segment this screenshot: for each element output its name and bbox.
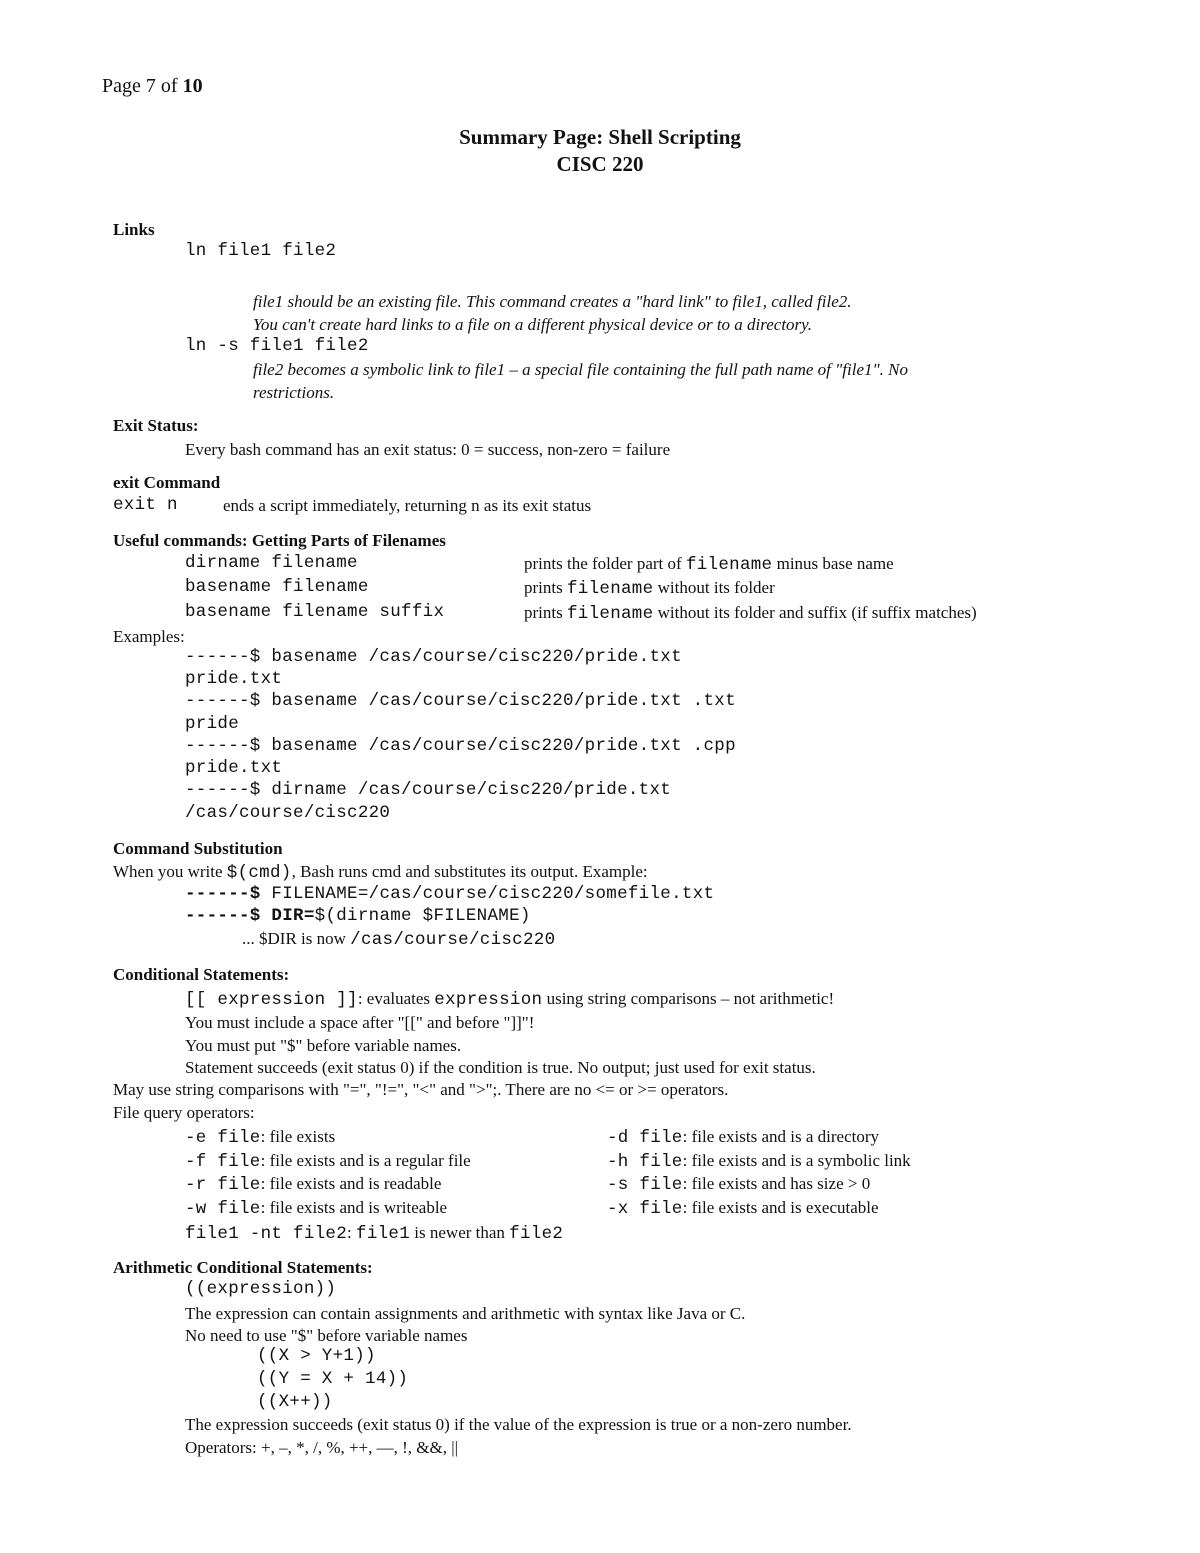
section-heading-exit-command: exit Command (113, 473, 221, 492)
example-line: pride (185, 714, 240, 734)
example-line: pride.txt (185, 669, 283, 689)
conditional-note-comparisons: May use string comparisons with "=", "!=", "<" and ">";. There are no <= or >= operators. (113, 1080, 729, 1099)
conditional-syntax: [[ expression ]]: evaluates expression using string comparisons – not arithmetic! (185, 989, 835, 1010)
exit-status-text: Every bash command has an exit status: 0 = success, non-zero = failure (185, 440, 671, 459)
example-line: ------$ basename /cas/course/cisc220/pride.txt .cpp (185, 736, 736, 756)
arithmetic-example: ((X++)) (257, 1392, 333, 1412)
substitution-intro: When you write $(cmd), Bash runs cmd and substitutes its output. Example: (113, 862, 648, 883)
exit-command-text: ends a script immediately, returning n as its exit status (223, 496, 592, 515)
file-op-x: -x file: file exists and is executable (607, 1198, 879, 1219)
page-title: Summary Page: Shell Scripting (459, 125, 741, 149)
substitution-line-2: ------$ DIR=$(dirname $FILENAME) (185, 906, 531, 926)
file-op-f: -f file: file exists and is a regular file (185, 1151, 471, 1172)
course-code: CISC 220 (556, 152, 644, 176)
file-op-h: -h file: file exists and is a symbolic link (607, 1151, 911, 1172)
desc-basename-suffix: prints filename without its folder and suffix (if suffix matches) (524, 603, 977, 624)
file-op-w: -w file: file exists and is writeable (185, 1198, 448, 1219)
example-line: ------$ dirname /cas/course/cisc220/pride.txt (185, 780, 672, 800)
example-line: pride.txt (185, 758, 283, 778)
arithmetic-note-status: The expression succeeds (exit status 0) if the value of the expression is true or a non-zero number. (185, 1415, 852, 1434)
file-op-nt: file1 -nt file2: file1 is newer than file2 (185, 1223, 564, 1244)
substitution-result: ... $DIR is now /cas/course/cisc220 (242, 929, 556, 950)
code-basename-suffix: basename filename suffix (185, 602, 445, 622)
file-op-s: -s file: file exists and has size > 0 (607, 1174, 871, 1195)
section-heading-arithmetic: Arithmetic Conditional Statements: (113, 1258, 373, 1277)
code-ln-hard: ln file1 file2 (185, 241, 337, 261)
desc-hard-link-1: file1 should be an existing file. This command creates a "hard link" to file1, called file2. (253, 292, 852, 311)
conditional-note-space: You must include a space after "[[" and before "]]"! (185, 1013, 535, 1032)
desc-symlink-2: restrictions. (253, 383, 335, 402)
section-heading-filenames: Useful commands: Getting Parts of Filenames (113, 531, 446, 550)
code-dirname: dirname filename (185, 553, 358, 573)
code-exit: exit n (113, 495, 178, 515)
file-op-r: -r file: file exists and is readable (185, 1174, 442, 1195)
arithmetic-operators: Operators: +, –, *, /, %, ++, ––, !, &&, || (185, 1438, 459, 1457)
code-ln-symbolic: ln -s file1 file2 (185, 336, 369, 356)
arithmetic-example: ((Y = X + 14)) (257, 1369, 409, 1389)
desc-basename: prints filename without its folder (524, 578, 775, 599)
arithmetic-example: ((X > Y+1)) (257, 1346, 376, 1366)
code-basename: basename filename (185, 577, 369, 597)
example-line: ------$ basename /cas/course/cisc220/pride.txt (185, 647, 682, 667)
section-heading-command-substitution: Command Substitution (113, 839, 283, 858)
example-line: ------$ basename /cas/course/cisc220/pride.txt .txt (185, 691, 736, 711)
arithmetic-note-dollar: No need to use "$" before variable names (185, 1326, 468, 1345)
desc-hard-link-2: You can't create hard links to a file on a different physical device or to a directory. (253, 315, 813, 334)
file-op-e: -e file: file exists (185, 1127, 336, 1148)
section-heading-conditional: Conditional Statements: (113, 965, 290, 984)
substitution-line-1: ------$ FILENAME=/cas/course/cisc220/somefile.txt (185, 884, 715, 904)
conditional-note-dollar: You must put "$" before variable names. (185, 1036, 462, 1055)
example-line: /cas/course/cisc220 (185, 803, 391, 823)
file-query-label: File query operators: (113, 1103, 255, 1122)
section-heading-links: Links (113, 220, 155, 239)
conditional-note-status: Statement succeeds (exit status 0) if the condition is true. No output; just used for exit status. (185, 1058, 816, 1077)
desc-dirname: prints the folder part of filename minus base name (524, 554, 894, 575)
arithmetic-note-syntax: The expression can contain assignments and arithmetic with syntax like Java or C. (185, 1304, 746, 1323)
arithmetic-syntax: ((expression)) (185, 1279, 337, 1299)
section-heading-exit-status: Exit Status: (113, 416, 199, 435)
page-number: Page 7 of 10 (102, 75, 203, 97)
examples-label: Examples: (113, 627, 185, 646)
desc-symlink-1: file2 becomes a symbolic link to file1 – a special file containing the full path name of "file1". No (253, 360, 908, 379)
file-op-d: -d file: file exists and is a directory (607, 1127, 880, 1148)
